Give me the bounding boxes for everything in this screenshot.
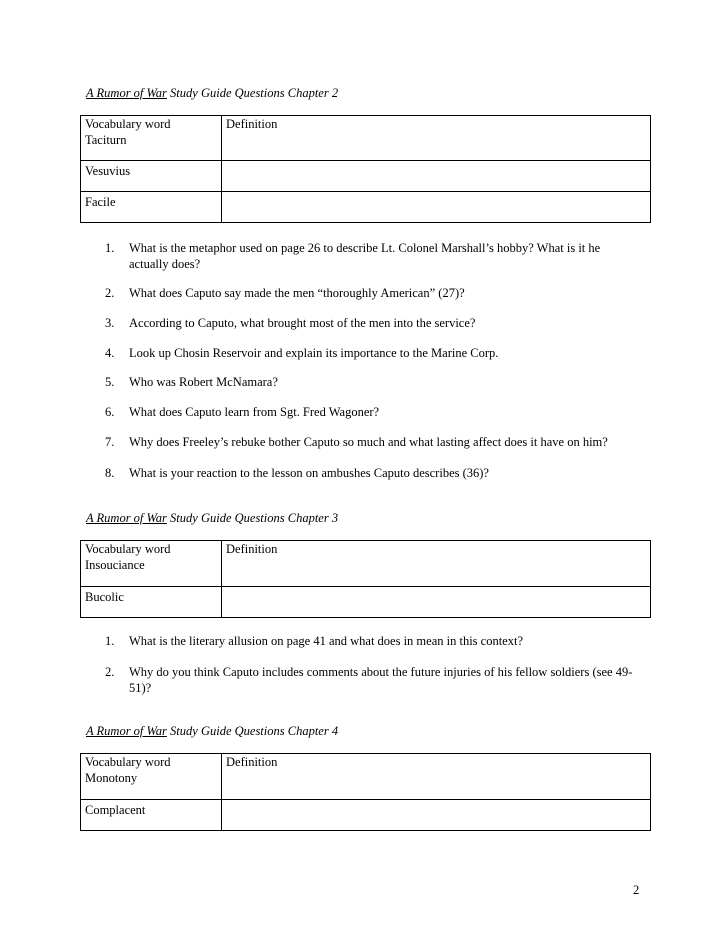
chapter-3-vocab-table <box>80 540 651 618</box>
question-number: 1. <box>105 241 115 255</box>
vocab-cell <box>81 116 222 161</box>
vocab-cell <box>81 541 222 587</box>
chapter-4-vocab-table <box>80 753 651 831</box>
vocab-word: Insouciance <box>85 558 145 572</box>
definition-cell[interactable] <box>222 587 651 618</box>
question-number: 5. <box>105 375 115 389</box>
question-number: 7. <box>105 435 115 449</box>
definition-cell[interactable] <box>222 116 651 161</box>
question-number: 2. <box>105 286 115 300</box>
column-header-word: Vocabulary word <box>85 542 171 556</box>
book-title: A Rumor of War <box>86 724 167 738</box>
definition-cell[interactable] <box>222 161 651 192</box>
heading-text: Study Guide Questions Chapter 3 <box>166 511 339 525</box>
vocab-word: Complacent <box>81 800 222 831</box>
question-text: What is your reaction to the lesson on ambushes Caputo describes (36)? <box>129 466 489 480</box>
book-title: A Rumor of War <box>86 86 167 100</box>
vocab-word: Bucolic <box>81 587 222 618</box>
table-row <box>81 541 651 587</box>
question-text: What does Caputo learn from Sgt. Fred Wagoner? <box>129 405 380 419</box>
definition-cell[interactable] <box>222 800 651 831</box>
chapter-3-heading <box>86 511 338 526</box>
definition-cell[interactable] <box>222 541 651 587</box>
table-row <box>81 754 651 800</box>
question-text: Who was Robert McNamara? <box>129 375 278 389</box>
column-header-definition: Definition <box>226 755 278 769</box>
question-number: 2. <box>105 665 115 679</box>
question-text: Why does Freeley’s rebuke bother Caputo so much and what lasting affect does it have on him? <box>129 435 608 449</box>
table-row <box>81 192 651 223</box>
question-number: 3. <box>105 316 115 330</box>
page-number: 2 <box>633 883 640 897</box>
definition-cell[interactable] <box>222 192 651 223</box>
vocab-word: Taciturn <box>85 133 127 147</box>
book-title: A Rumor of War <box>86 511 167 525</box>
table-row <box>81 116 651 161</box>
table-row <box>81 587 651 618</box>
table-row <box>81 161 651 192</box>
question-text: What is the literary allusion on page 41 and what does in mean in this context? <box>129 634 523 648</box>
question-number: 1. <box>105 634 115 648</box>
vocab-word: Facile <box>81 192 222 223</box>
column-header-definition: Definition <box>226 117 278 131</box>
column-header-word: Vocabulary word <box>85 755 171 769</box>
table-row <box>81 800 651 831</box>
question-item <box>105 664 640 696</box>
heading-text: Study Guide Questions Chapter 4 <box>166 724 339 738</box>
column-header-word: Vocabulary word <box>85 117 171 131</box>
question-text: Why do you think Caputo includes comments about the future injuries of his fellow soldiers (see 49-51)? <box>129 665 633 695</box>
question-text: Look up Chosin Reservoir and explain its importance to the Marine Corp. <box>129 346 499 360</box>
question-text: What is the metaphor used on page 26 to describe Lt. Colonel Marshall’s hobby? What is it he actually does? <box>129 241 601 271</box>
vocab-word: Vesuvius <box>81 161 222 192</box>
chapter-2-heading <box>86 86 338 101</box>
vocab-word: Monotony <box>85 771 138 785</box>
question-number: 6. <box>105 405 115 419</box>
question-number: 8. <box>105 466 115 480</box>
question-text: What does Caputo say made the men “thoroughly American” (27)? <box>129 286 465 300</box>
question-text: According to Caputo, what brought most of the men into the service? <box>129 316 476 330</box>
heading-text: Study Guide Questions Chapter 2 <box>166 86 339 100</box>
question-number: 4. <box>105 346 115 360</box>
chapter-2-vocab-table <box>80 115 651 223</box>
column-header-definition: Definition <box>226 542 278 556</box>
chapter-4-heading <box>86 724 338 739</box>
definition-cell[interactable] <box>222 754 651 800</box>
question-item <box>105 240 640 272</box>
vocab-cell <box>81 754 222 800</box>
